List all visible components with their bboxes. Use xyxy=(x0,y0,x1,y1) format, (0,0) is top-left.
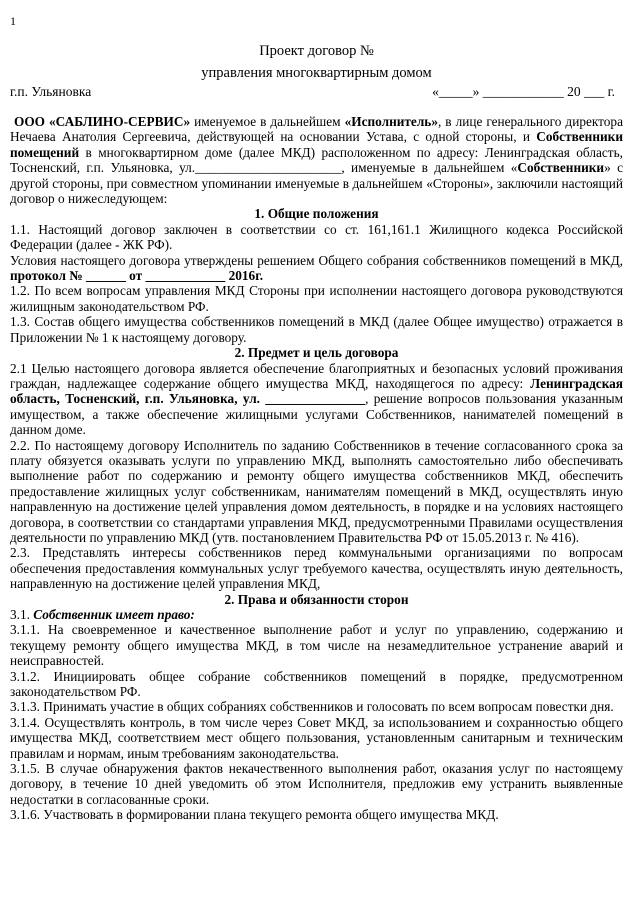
intro-text-3: в многоквартирном доме (далее МКД) расположенном по адресу: Ленинградская область, Тосненский, г.п. Ульяновка, ул.______________________, именуемые в дальнейшем « xyxy=(10,144,623,176)
clause-3-1-2: 3.1.2. Инициировать общее собрание собственников помещений в порядке, предусмотренном законодательством РФ. xyxy=(10,668,623,700)
clause-2-3: 2.3. Представлять интересы собственников перед коммунальными организациями по вопросам обеспечения предоставления коммунальных услуг требуемого качества, осуществлять иную деятельность, направленную на достижение целей управления МКД, xyxy=(10,545,623,592)
clause-2-1-text: 2.1 Целью настоящего договора является обеспечение благоприятных и безопасных условий проживания граждан, надлежащее содержание общего имущества МКД, находящегося по адресу: xyxy=(10,360,623,391)
intro-text-1: именуемое в дальнейшем xyxy=(190,114,345,129)
section-1-title: 1. Общие положения xyxy=(254,206,379,222)
intro-executor: «Исполнитель» xyxy=(344,114,438,129)
clause-3-1-3: 3.1.3. Принимать участие в общих собраниях собственников и голосовать по всем вопросам повестки дня. xyxy=(10,699,614,715)
clause-3-1-6: 3.1.6. Участвовать в формировании плана текущего ремонта общего имущества МКД. xyxy=(10,807,499,823)
clause-3-1-number: 3.1. xyxy=(10,607,34,622)
clause-1-conditions xyxy=(10,253,623,284)
document-subtitle: управления многоквартирным домом xyxy=(201,65,432,81)
clause-3-1-4: 3.1.4. Осуществлять контроль, в том числе через Совет МКД, за использованием и сохранностью общего имущества МКД, соответствием мест общего пользования, установленным санитарным и техническим правилам и нормам, иным требованиям законодательства. xyxy=(10,714,623,761)
clause-2-1-address: Ленинградская область, Тосненский, г.п. Ульяновка, ул. _______________ xyxy=(10,375,623,407)
clause-1-1: 1.1. Настоящий договор заключен в соответствии со ст. 161,161.1 Жилищного кодекса Российской Федерации (далее - ЖК РФ). xyxy=(10,221,623,253)
document-body xyxy=(10,114,623,823)
intro-text-4: » с другой стороны, при совместном упоминании именуемые в дальнейшем «Стороны», заключили настоящий договор о нижеследующем: xyxy=(10,160,624,207)
document-title: Проект договор № xyxy=(259,43,374,59)
protocol-number: протокол № ______ от ____________ 2016г. xyxy=(10,268,264,284)
intro-paragraph xyxy=(10,114,623,206)
intro-owners-premises: Собственники помещений xyxy=(10,129,623,160)
page-number: 1 xyxy=(10,14,16,28)
conditions-text: Условия настоящего договора утверждены решением Общего собрания собственников помещений в МКД, xyxy=(10,252,623,268)
clause-3-1-heading: Собственник имеет право: xyxy=(33,607,195,622)
intro-owners: Собственники xyxy=(517,160,605,176)
clause-3-1-5: 3.1.5. В случае обнаружения фактов некачественного выполнения работ, оказания услуг по настоящему договору, в течение 10 дней уведомить об этом Исполнителя, предложив ему устранить выявленные недостатки в согласованные сроки. xyxy=(10,761,623,807)
clause-2-1-text-end: , решение вопросов пользования указанным имуществом, а также обеспечение жилищными услугами Собственников, нанимателей помещений в данном доме. xyxy=(10,391,624,438)
clause-1-2: 1.2. По всем вопросам управления МКД Стороны при исполнении настоящего договора руководствуются жилищным законодательством РФ. xyxy=(10,283,623,314)
signing-date: «_____» ____________ 20 ___ г. xyxy=(432,84,615,99)
clause-2-1 xyxy=(10,361,623,438)
clause-3-1 xyxy=(10,607,623,622)
intro-text-2: , в лице генерального директора Нечаева Анатолия Сергеевича, действующей на основании Устава, с одной стороны, и xyxy=(10,114,623,145)
clause-1-3: 1.3. Состав общего имущества собственников помещений в МКД (далее Общее имущество) отражается в Приложении № 1 к настоящему договору. xyxy=(10,314,623,345)
place-of-signing: г.п. Ульяновка xyxy=(10,84,92,99)
section-2-title: 2. Предмет и цель договора xyxy=(234,345,399,361)
clause-2-2: 2.2. По настоящему договору Исполнитель по заданию Собственников в течение согласованного срока за плату обязуется оказывать услуги по управлению МКД, выполнять самостоятельно либо обеспечивать выполнение работ по содержанию и ремонту общего имущества собственников МКД, обеспечить предоставление жилищных услуг собственникам, нанимателям помещений в МКД, осуществлять иную направленную на достижение целей управления домом деятельность, в порядке и на условиях настоящего договора, в соответствии со стандартами управления МКД, предусмотренными Правилами осуществления деятельности по управлению МКД (утв. постановлением Правительства РФ от 15.05.2013 г. № 416). xyxy=(10,437,623,545)
intro-company: ООО «САБЛИНО-СЕРВИС» xyxy=(14,114,191,129)
clause-3-1-1: 3.1.1. На своевременное и качественное выполнение работ и услуг по управлению, содержанию и текущему ремонту общего имущества МКД, в том числе на незамедлительное устранение аварий и неисправностей. xyxy=(10,622,623,669)
section-3-title: 2. Права и обязанности сторон xyxy=(224,591,409,607)
